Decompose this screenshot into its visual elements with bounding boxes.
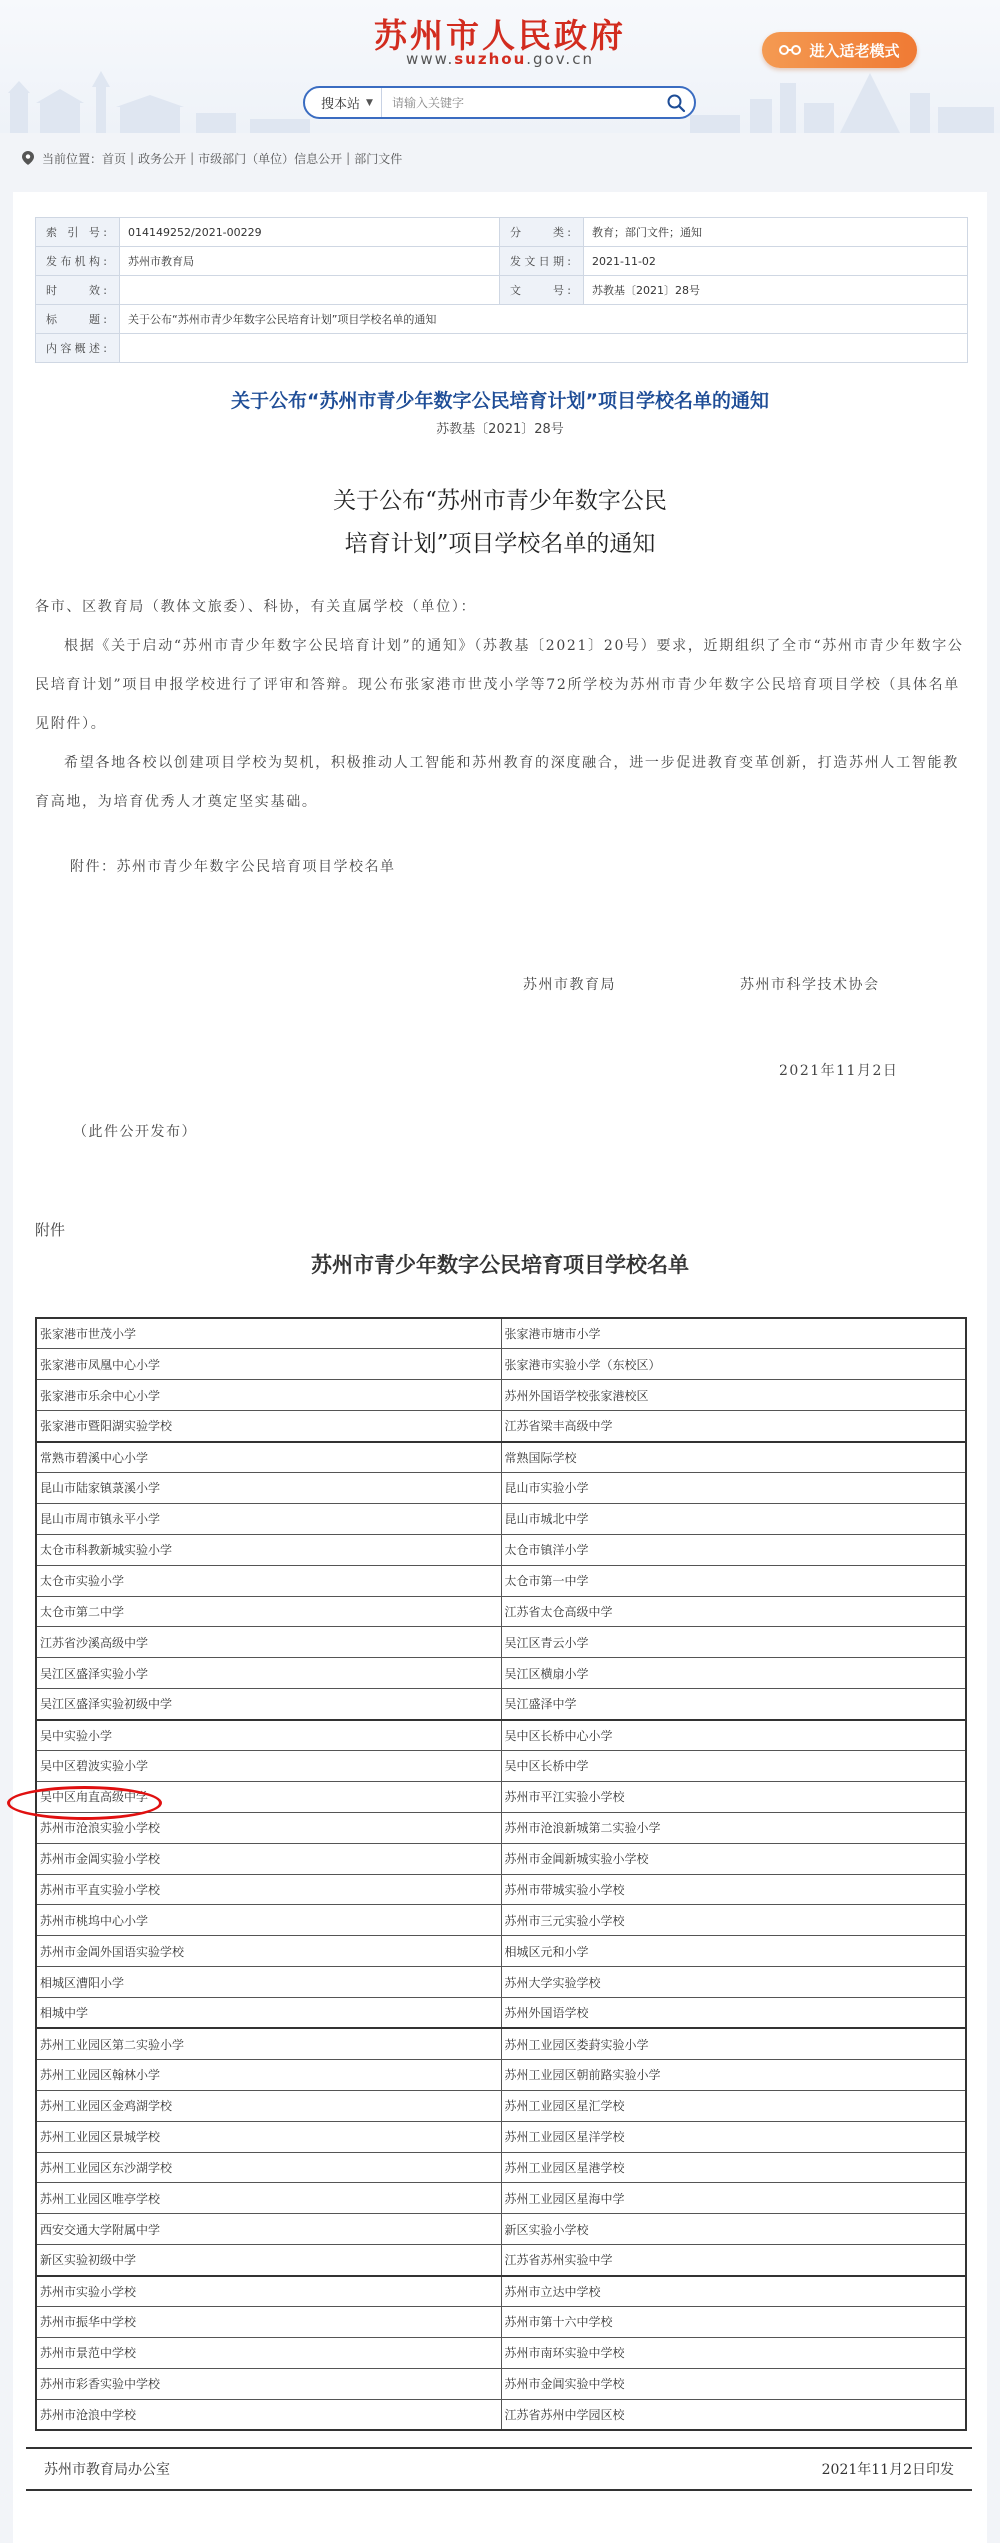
search-button[interactable] <box>658 88 694 117</box>
breadcrumb-separator: | <box>346 151 351 165</box>
school-cell: 江苏省沙溪高级中学 <box>36 1627 501 1658</box>
info-value: 关于公布“苏州市青少年数字公民培育计划”项目学校名单的通知 <box>120 305 968 334</box>
school-cell: 昆山市周市镇永平小学 <box>36 1503 501 1534</box>
info-row <box>36 218 968 247</box>
school-row <box>36 1596 966 1627</box>
school-cell: 吴中区长桥中心小学 <box>501 1720 966 1751</box>
info-key: 索 引 号: <box>36 218 120 247</box>
info-value: 014149252/2021-00229 <box>120 218 500 247</box>
school-list-table <box>35 1317 967 2431</box>
school-cell: 苏州工业园区星海中学 <box>501 2183 966 2214</box>
school-cell: 苏州工业园区朝前路实验小学 <box>501 2059 966 2090</box>
school-row <box>36 1874 966 1905</box>
school-cell: 苏州市实验小学校 <box>36 2276 501 2307</box>
school-cell: 苏州市沧浪中学校 <box>36 2399 501 2430</box>
school-row <box>36 1843 966 1874</box>
school-cell: 江苏省苏州中学园区校 <box>501 2399 966 2430</box>
url-suffix: .gov.cn <box>526 50 594 68</box>
school-row <box>36 2152 966 2183</box>
school-row <box>36 1534 966 1565</box>
school-cell: 太仓市第二中学 <box>36 1596 501 1627</box>
info-key: 内容概述: <box>36 334 120 363</box>
info-key: 发文日期: <box>500 247 584 276</box>
school-cell: 江苏省梁丰高级中学 <box>501 1411 966 1442</box>
signature-date: 2021年11月2日 <box>779 1063 899 1079</box>
school-cell: 苏州工业园区第二实验小学 <box>36 2028 501 2059</box>
school-row <box>36 1380 966 1411</box>
school-cell: 相城中学 <box>36 1998 501 2029</box>
school-cell: 苏州工业园区星汇学校 <box>501 2090 966 2121</box>
school-cell: 苏州外国语学校张家港校区 <box>501 1380 966 1411</box>
school-cell: 江苏省太仓高级中学 <box>501 1596 966 1627</box>
school-row <box>36 1503 966 1534</box>
info-value: 2021-11-02 <box>584 247 968 276</box>
signature-education-bureau: 苏州市教育局 <box>523 977 616 993</box>
info-value <box>120 276 500 305</box>
footer-printed-date: 2021年11月2日印发 <box>821 2462 954 2478</box>
school-cell: 张家港市乐余中心小学 <box>36 1380 501 1411</box>
school-cell: 苏州工业园区东沙湖学校 <box>36 2152 501 2183</box>
school-cell: 江苏省苏州实验中学 <box>501 2245 966 2276</box>
school-cell: 苏州工业园区星洋学校 <box>501 2121 966 2152</box>
school-cell: 苏州大学实验学校 <box>501 1967 966 1998</box>
search-scope-select[interactable] <box>305 88 382 117</box>
school-row <box>36 2090 966 2121</box>
school-row <box>36 2245 966 2276</box>
school-row <box>36 1781 966 1812</box>
school-cell: 苏州工业园区唯亭学校 <box>36 2183 501 2214</box>
school-cell: 苏州市桃坞中心小学 <box>36 1905 501 1936</box>
print-footer <box>26 2447 972 2491</box>
school-cell: 昆山市实验小学 <box>501 1472 966 1503</box>
school-row <box>36 2059 966 2090</box>
school-row <box>36 1627 966 1658</box>
school-cell: 吴中实验小学 <box>36 1720 501 1751</box>
site-title: 苏州市人民政府 <box>374 16 626 55</box>
school-cell: 常熟市碧溪中心小学 <box>36 1442 501 1473</box>
school-row <box>36 2183 966 2214</box>
breadcrumb-gov-open[interactable]: 政务公开 <box>138 151 187 166</box>
location-pin-icon <box>22 151 34 165</box>
info-row <box>36 305 968 334</box>
school-cell: 太仓市科教新城实验小学 <box>36 1534 501 1565</box>
school-cell: 苏州市南环实验中学校 <box>501 2337 966 2368</box>
school-cell: 苏州工业园区娄葑实验小学 <box>501 2028 966 2059</box>
info-value: 教育；部门文件；通知 <box>584 218 968 247</box>
school-cell: 张家港市世茂小学 <box>36 1318 501 1349</box>
school-row <box>36 1967 966 1998</box>
info-key: 时 效: <box>36 276 120 305</box>
school-cell: 新区实验小学校 <box>501 2214 966 2245</box>
school-row <box>36 1472 966 1503</box>
school-cell: 太仓市镇洋小学 <box>501 1534 966 1565</box>
body-title-line-1: 关于公布“苏州市青少年数字公民 <box>333 488 667 514</box>
breadcrumb-home[interactable]: 首页 <box>102 151 127 166</box>
school-cell: 吴中区甪直高级中学 <box>36 1781 501 1812</box>
school-row <box>36 1812 966 1843</box>
school-cell: 西安交通大学附属中学 <box>36 2214 501 2245</box>
school-cell: 昆山市陆家镇菉溪小学 <box>36 1472 501 1503</box>
school-row <box>36 2368 966 2399</box>
school-cell: 张家港市暨阳湖实验学校 <box>36 1411 501 1442</box>
school-cell: 苏州工业园区金鸡湖学校 <box>36 2090 501 2121</box>
school-cell: 张家港市实验小学（东校区） <box>501 1349 966 1380</box>
school-cell: 苏州市三元实验小学校 <box>501 1905 966 1936</box>
info-key: 文 号: <box>500 276 584 305</box>
info-key: 分 类: <box>500 218 584 247</box>
school-cell: 相城区元和小学 <box>501 1936 966 1967</box>
school-cell: 相城区漕阳小学 <box>36 1967 501 1998</box>
footer-office: 苏州市教育局办公室 <box>44 2462 170 2478</box>
school-cell: 苏州市第十六中学校 <box>501 2307 966 2338</box>
school-cell: 常熟国际学校 <box>501 1442 966 1473</box>
elder-mode-button[interactable] <box>762 32 917 68</box>
school-row <box>36 2214 966 2245</box>
school-cell: 张家港市凤凰中心小学 <box>36 1349 501 1380</box>
info-value: 苏州市教育局 <box>120 247 500 276</box>
school-row <box>36 1411 966 1442</box>
info-key: 发布机构: <box>36 247 120 276</box>
search-icon <box>666 93 686 113</box>
school-cell: 苏州市平直实验小学校 <box>36 1874 501 1905</box>
document-title: 关于公布“苏州市青少年数字公民培育计划”项目学校名单的通知 <box>231 390 769 412</box>
school-cell: 苏州市金阊实验小学校 <box>36 1843 501 1874</box>
school-row <box>36 2276 966 2307</box>
school-cell: 苏州市立达中学校 <box>501 2276 966 2307</box>
school-row <box>36 1720 966 1751</box>
paragraph-1: 根据《关于启动“苏州市青少年数字公民培育计划”的通知》（苏教基〔2021〕20号）要求，近期组织了全市“苏州市青少年数字公民培育计划”项目申报学校进行了评审和答辩。现公布张家港市世茂小学等72所学校为苏州市青少年数字公民培育项目学校（具体名单见附件）。 <box>35 638 964 732</box>
school-row <box>36 1936 966 1967</box>
highlight-circle-annotation <box>7 1786 162 1820</box>
breadcrumb <box>0 146 1000 170</box>
breadcrumb-separator: | <box>130 151 135 165</box>
school-cell: 张家港市塘市小学 <box>501 1318 966 1349</box>
signature-science-association: 苏州市科学技术协会 <box>740 977 880 993</box>
school-row <box>36 1565 966 1596</box>
school-cell: 苏州市景范中学校 <box>36 2337 501 2368</box>
school-cell: 吴江区盛泽实验初级中学 <box>36 1689 501 1720</box>
school-cell: 苏州工业园区翰林小学 <box>36 2059 501 2090</box>
chevron-down-icon: ▼ <box>366 97 373 108</box>
school-cell: 苏州外国语学校 <box>501 1998 966 2029</box>
school-cell: 苏州市振华中学校 <box>36 2307 501 2338</box>
school-row <box>36 1442 966 1473</box>
school-cell: 苏州市沧浪实验小学校 <box>36 1812 501 1843</box>
school-cell: 昆山市城北中学 <box>501 1503 966 1534</box>
info-key: 标 题: <box>36 305 120 334</box>
appendix-label: 附件 <box>35 1221 66 1239</box>
school-row <box>36 1998 966 2029</box>
school-row <box>36 1750 966 1781</box>
breadcrumb-separator: | <box>190 151 195 165</box>
school-row <box>36 2121 966 2152</box>
attachment-note: 附件：苏州市青少年数字公民培育项目学校名单 <box>70 859 396 875</box>
school-cell: 吴江区盛泽实验小学 <box>36 1658 501 1689</box>
article-card <box>13 192 987 2543</box>
school-row <box>36 2028 966 2059</box>
breadcrumb-dept-info[interactable]: 市级部门（单位）信息公开 <box>198 151 343 166</box>
public-release-note: （此件公开发布） <box>73 1124 197 1140</box>
url-prefix: www. <box>406 50 455 68</box>
school-cell: 吴中区长桥中学 <box>501 1750 966 1781</box>
school-cell: 苏州市带城实验小学校 <box>501 1874 966 1905</box>
school-cell: 苏州市平江实验小学校 <box>501 1781 966 1812</box>
school-cell: 苏州市金阊新城实验小学校 <box>501 1843 966 1874</box>
info-row <box>36 276 968 305</box>
school-row <box>36 1689 966 1720</box>
url-brand: suzhou <box>454 50 527 68</box>
school-cell: 太仓市第一中学 <box>501 1565 966 1596</box>
school-cell: 苏州市沧浪新城第二实验小学 <box>501 1812 966 1843</box>
school-row <box>36 2399 966 2430</box>
school-cell: 苏州市金阊外国语实验学校 <box>36 1936 501 1967</box>
search-scope-label: 搜本站 <box>321 97 361 112</box>
school-row <box>36 2307 966 2338</box>
school-cell: 吴江盛泽中学 <box>501 1689 966 1720</box>
body-title-line-2: 培育计划”项目学校名单的通知 <box>344 531 656 557</box>
skyline-right-illustration <box>680 63 1000 133</box>
school-row <box>36 1905 966 1936</box>
school-row <box>36 1318 966 1349</box>
school-cell: 苏州工业园区星港学校 <box>501 2152 966 2183</box>
school-row <box>36 1349 966 1380</box>
document-number: 苏教基〔2021〕28号 <box>436 422 564 437</box>
school-cell: 吴江区青云小学 <box>501 1627 966 1658</box>
search-input[interactable] <box>382 88 658 117</box>
info-row <box>36 247 968 276</box>
school-list-title: 苏州市青少年数字公民培育项目学校名单 <box>311 1252 689 1277</box>
school-cell: 吴中区碧波实验小学 <box>36 1750 501 1781</box>
info-row <box>36 334 968 363</box>
salutation: 各市、区教育局（教体文旅委）、科协，有关直属学校（单位）： <box>35 599 477 615</box>
skyline-left-illustration <box>0 63 320 133</box>
search-box <box>303 86 696 119</box>
glasses-icon <box>779 43 801 57</box>
school-cell: 新区实验初级中学 <box>36 2245 501 2276</box>
site-header <box>0 0 1000 133</box>
info-value: 苏教基〔2021〕28号 <box>584 276 968 305</box>
breadcrumb-label: 当前位置： <box>42 151 103 166</box>
info-value <box>120 334 968 363</box>
elder-mode-label: 进入适老模式 <box>809 41 900 60</box>
school-cell: 太仓市实验小学 <box>36 1565 501 1596</box>
school-cell: 苏州市彩香实验中学校 <box>36 2368 501 2399</box>
school-row <box>36 2337 966 2368</box>
school-cell: 苏州市金阊实验中学校 <box>501 2368 966 2399</box>
paragraph-2: 希望各地各校以创建项目学校为契机，积极推动人工智能和苏州教育的深度融合，进一步促进教育变革创新，打造苏州人工智能教育高地，为培育优秀人才奠定坚实基础。 <box>35 755 959 810</box>
school-cell: 吴江区横扇小学 <box>501 1658 966 1689</box>
breadcrumb-dept-files[interactable]: 部门文件 <box>354 151 403 166</box>
document-info-table <box>35 217 968 363</box>
school-cell: 苏州工业园区景城学校 <box>36 2121 501 2152</box>
school-row <box>36 1658 966 1689</box>
